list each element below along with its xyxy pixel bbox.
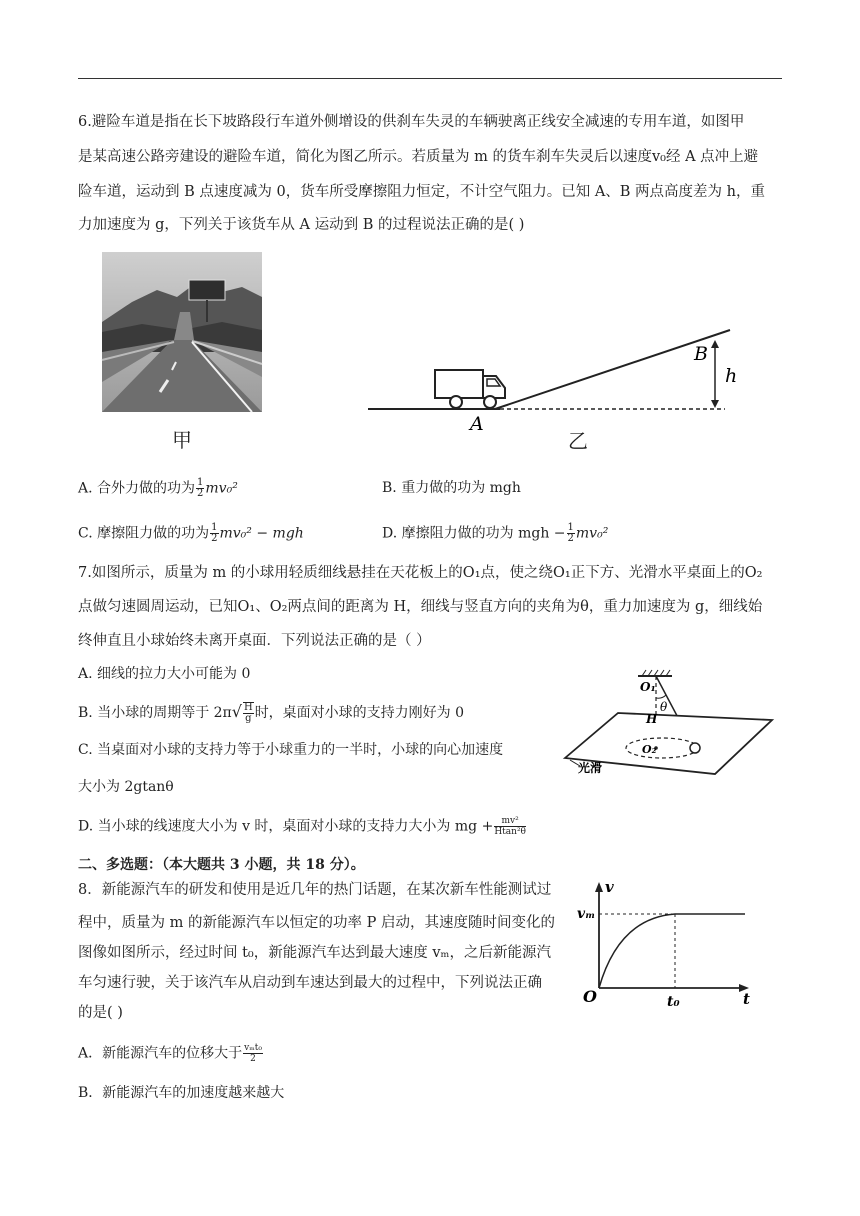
label-vm: vₘ xyxy=(577,906,596,922)
label-t: t xyxy=(743,990,750,1008)
q7-line-3: 终伸直且小球始终未离开桌面．下列说法正确的是（ ） xyxy=(78,633,431,649)
label-theta: θ xyxy=(660,700,668,714)
label-H: H xyxy=(646,712,658,726)
q6-option-D[interactable] xyxy=(382,523,608,544)
fraction: $\frac{1}{2}$ xyxy=(211,522,218,544)
fig-jia-caption: 甲 xyxy=(172,428,192,452)
fig-yi-caption: 乙 xyxy=(568,429,588,453)
q6-line-1: 6.避险车道是指在长下坡路段行车道外侧增设的供刹车失灵的车辆驶离正线安全减速的专用车道，如图甲 xyxy=(78,114,745,130)
q6-option-A-expr: mv₀² xyxy=(205,480,238,497)
q8-option-A[interactable] xyxy=(78,1043,264,1064)
escape-lane-photo xyxy=(102,252,262,412)
q6-line-2: 是某高速公路旁建设的避险车道，简化为图乙所示。若质量为 m 的货车刹车失灵后以速度v₀经 A 点冲上避 xyxy=(78,149,759,165)
slope-line xyxy=(495,330,730,409)
q8-line-4: 车匀速行驶，关于该汽车从启动到车速达到最大的过程中，下列说法正确 xyxy=(78,975,542,991)
q7-option-D[interactable] xyxy=(78,816,527,837)
fraction: $\frac{1}{2}$ xyxy=(197,477,204,499)
q6-option-C-expr: mv₀² − mgh xyxy=(219,525,304,542)
header-rule xyxy=(78,78,782,79)
label-h: h xyxy=(725,365,738,387)
q6-option-A-text: A. 合外力做的功为 xyxy=(78,480,196,497)
q6-option-D-text: D. 摩擦阻力做的功为 mgh − xyxy=(382,525,566,542)
q7-line-2: 点做匀速圆周运动，已知O₁、O₂两点间的距离为 H，细线与竖直方向的夹角为θ，重力加速度为 g，细线始 xyxy=(78,599,763,615)
q8-line-3: 图像如图所示，经过时间 t₀，新能源汽车达到最大速度 vₘ，之后新能源汽 xyxy=(78,945,551,961)
q6-option-D-expr: mv₀² xyxy=(575,525,609,542)
label-B: B xyxy=(694,343,708,365)
velocity-time-graph xyxy=(575,878,760,1013)
q6-line-4: 力加速度为 g，下列关于该货车从 A 运动到 B 的过程说法正确的是( ) xyxy=(78,217,525,233)
q7-option-D-text: D. 当小球的线速度大小为 v 时，桌面对小球的支持力大小为 mg + xyxy=(78,818,494,835)
q8-line-1: 8．新能源汽车的研发和使用是近几年的热门话题，在某次新车性能测试过 xyxy=(78,882,552,898)
label-O: O xyxy=(583,987,597,1006)
label-smooth: 光滑 xyxy=(578,761,603,775)
q8-line-5: 的是( ) xyxy=(78,1005,123,1021)
q7-option-C-line1[interactable]: C. 当桌面对小球的支持力等于小球重力的一半时，小球的向心加速度 xyxy=(78,742,504,758)
label-O2: O₂ xyxy=(642,743,657,756)
q6-option-C-text: C. 摩擦阻力做的功为 xyxy=(78,525,210,542)
truck-icon xyxy=(435,370,505,408)
velocity-curve xyxy=(599,914,745,988)
q7-option-B-text: B. 当小球的周期等于 2π xyxy=(78,705,232,721)
q8-line-2: 程中，质量为 m 的新能源汽车以恒定的功率 P 启动，其速度随时间变化的 xyxy=(78,915,555,931)
ball-icon xyxy=(690,743,700,753)
q8-option-A-text: A．新能源汽车的位移大于 xyxy=(78,1045,243,1062)
q7-option-A[interactable]: A. 细线的拉力大小可能为 0 xyxy=(78,666,251,682)
label-O1: O₁ xyxy=(640,680,656,694)
q6-line-3: 险车道，运动到 B 点速度减为 0，货车所受摩擦阻力恒定，不计空气阻力。已知 A、B 两点高度差为 h，重 xyxy=(78,184,765,200)
sqrt-fraction: $\frac{H}{g}$ xyxy=(243,702,253,724)
q7-option-B-suffix: 时，桌面对小球的支持力刚好为 0 xyxy=(254,705,465,721)
section-heading: 二、多选题：（本大题共 3 小题，共 18 分）。 xyxy=(78,857,365,873)
label-A: A xyxy=(470,413,484,435)
q6-option-C[interactable] xyxy=(78,523,304,544)
fraction: $\frac{1}{2}$ xyxy=(567,522,574,544)
escape-lane-diagram xyxy=(360,320,740,435)
q6-option-A[interactable] xyxy=(78,478,238,499)
q7-option-B[interactable]: B. 当小球的周期等于 2π√ $\frac{H}{g}$ 时，桌面对小球的支持力刚好为 0 xyxy=(78,702,465,724)
q7-line-1: 7.如图所示，质量为 m 的小球用轻质细线悬挂在天花板上的O₁点，使之绕O₁正下方、光滑水平桌面上的O₂ xyxy=(78,565,763,581)
q8-option-B[interactable]: B．新能源汽车的加速度越来越大 xyxy=(78,1085,285,1101)
label-v: v xyxy=(605,878,614,896)
fraction: $\frac{\text{vₘt₀}}{2}$ xyxy=(244,1043,262,1064)
q6-option-B[interactable]: B. 重力做的功为 mgh xyxy=(382,480,521,496)
label-t0: t₀ xyxy=(667,994,680,1010)
q7-option-C-line2: 大小为 2gtanθ xyxy=(78,779,174,795)
fraction: $\frac{\text{mv²}}{\text{Htan²θ}}$ xyxy=(494,816,526,837)
conical-pendulum-diagram xyxy=(560,668,775,783)
